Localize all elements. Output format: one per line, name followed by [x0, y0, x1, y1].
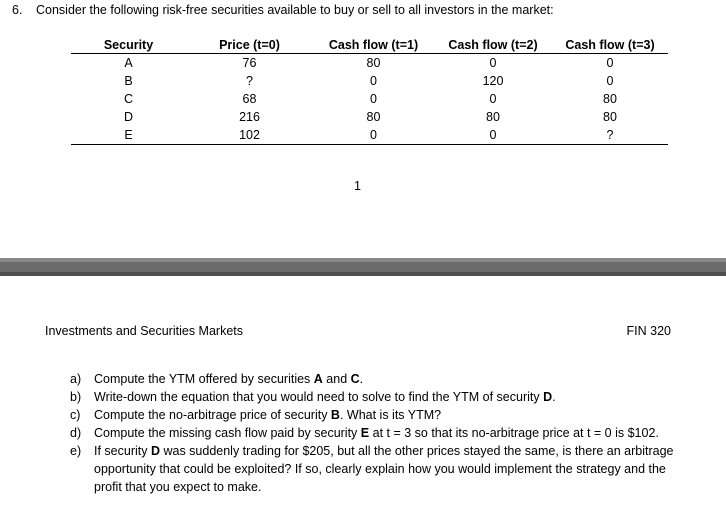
cell-cf-t3: 80: [603, 92, 617, 106]
part-bold: E: [360, 426, 370, 440]
cell-cf-t2: 120: [482, 74, 504, 88]
cell-price: 102: [186, 126, 313, 145]
question-prompt: Consider the following risk-free securities available to buy or sell to all investors in the market:: [36, 3, 554, 17]
cell-cf-t3: ?: [552, 126, 668, 145]
question-parts-list: [70, 370, 676, 496]
page-break-edge-top: [0, 258, 726, 262]
part-text: was suddenly trading for $205, but all the other prices stayed the same, is there an arbitrage opportunity that could be exploited? If so, clearly explain how you would implement the strategy and the profit that you expect to make.: [94, 444, 674, 494]
cell-cf-t1: 80: [366, 56, 381, 70]
table-row: [71, 126, 668, 145]
cell-cf-t2: 80: [486, 110, 500, 124]
part-text: .: [552, 390, 556, 404]
document-page-top: [0, 0, 726, 258]
question-part-d: [70, 424, 676, 442]
cell-price: 68: [242, 92, 257, 106]
part-bold: C: [350, 372, 360, 386]
part-text: . What is its YTM?: [339, 408, 442, 422]
question-part-c: [70, 406, 676, 424]
part-label: c): [70, 408, 81, 422]
part-text: and: [322, 372, 351, 386]
cell-cf-t2: 0: [434, 126, 552, 145]
table-row: [71, 108, 668, 126]
question-part-a: [70, 370, 676, 388]
part-bold: A: [313, 372, 323, 386]
part-text: Compute the missing cash flow paid by security: [94, 426, 361, 440]
part-label: e): [70, 444, 82, 458]
header-security: Security: [71, 36, 186, 54]
securities-table: [71, 36, 668, 145]
cell-security: C: [123, 92, 134, 106]
question-part-e: [70, 442, 676, 496]
cell-cf-t2: 0: [489, 56, 497, 70]
cell-cf-t1: 0: [370, 74, 377, 88]
cell-cf-t3: 0: [606, 74, 614, 88]
part-text: Compute the YTM offered by securities: [94, 372, 314, 386]
question-part-b: [70, 388, 676, 406]
part-text: Compute the no-arbitrage price of security: [94, 408, 331, 422]
header-cf-t3: Cash flow (t=3): [552, 36, 668, 54]
cell-cf-t1: 0: [313, 126, 434, 145]
part-text: Write-down the equation that you would need to solve to find the YTM of security: [94, 390, 544, 404]
page-break-bar: [0, 258, 726, 276]
cell-cf-t1: 0: [370, 92, 377, 106]
cell-price: 76: [242, 56, 257, 70]
part-label: b): [70, 390, 82, 404]
cell-cf-t3: 80: [603, 110, 617, 124]
part-label: a): [70, 372, 82, 386]
part-bold: B: [330, 408, 340, 422]
cell-security: A: [124, 56, 133, 70]
cell-cf-t2: 0: [489, 92, 497, 106]
cell-security: B: [124, 74, 133, 88]
header-price: Price (t=0): [186, 36, 313, 54]
part-text: If security: [94, 444, 151, 458]
header-cf-t1: Cash flow (t=1): [313, 36, 434, 54]
cell-price: 216: [239, 110, 260, 124]
cell-security: E: [71, 126, 186, 145]
part-bold: D: [543, 390, 553, 404]
page-number: 1: [354, 179, 361, 193]
cell-cf-t3: 0: [606, 56, 614, 70]
table-row: [71, 72, 668, 90]
table-row: [71, 54, 668, 73]
header-cf-t2: Cash flow (t=2): [434, 36, 552, 54]
part-bold: D: [150, 444, 160, 458]
table-row: [71, 90, 668, 108]
cell-security: D: [123, 110, 134, 124]
table-header-row: [71, 36, 668, 54]
part-label: d): [70, 426, 82, 440]
question-number: 6.: [12, 3, 23, 17]
course-code-header: FIN 320: [626, 324, 671, 338]
part-text: at t = 3 so that its no-arbitrage price at t = 0 is $102.: [369, 426, 659, 440]
course-title-header: Investments and Securities Markets: [45, 324, 243, 338]
document-page-bottom: [0, 276, 726, 527]
part-text: .: [359, 372, 364, 386]
question-heading: [12, 3, 554, 17]
cell-cf-t1: 80: [366, 110, 381, 124]
cell-price: ?: [246, 74, 253, 88]
